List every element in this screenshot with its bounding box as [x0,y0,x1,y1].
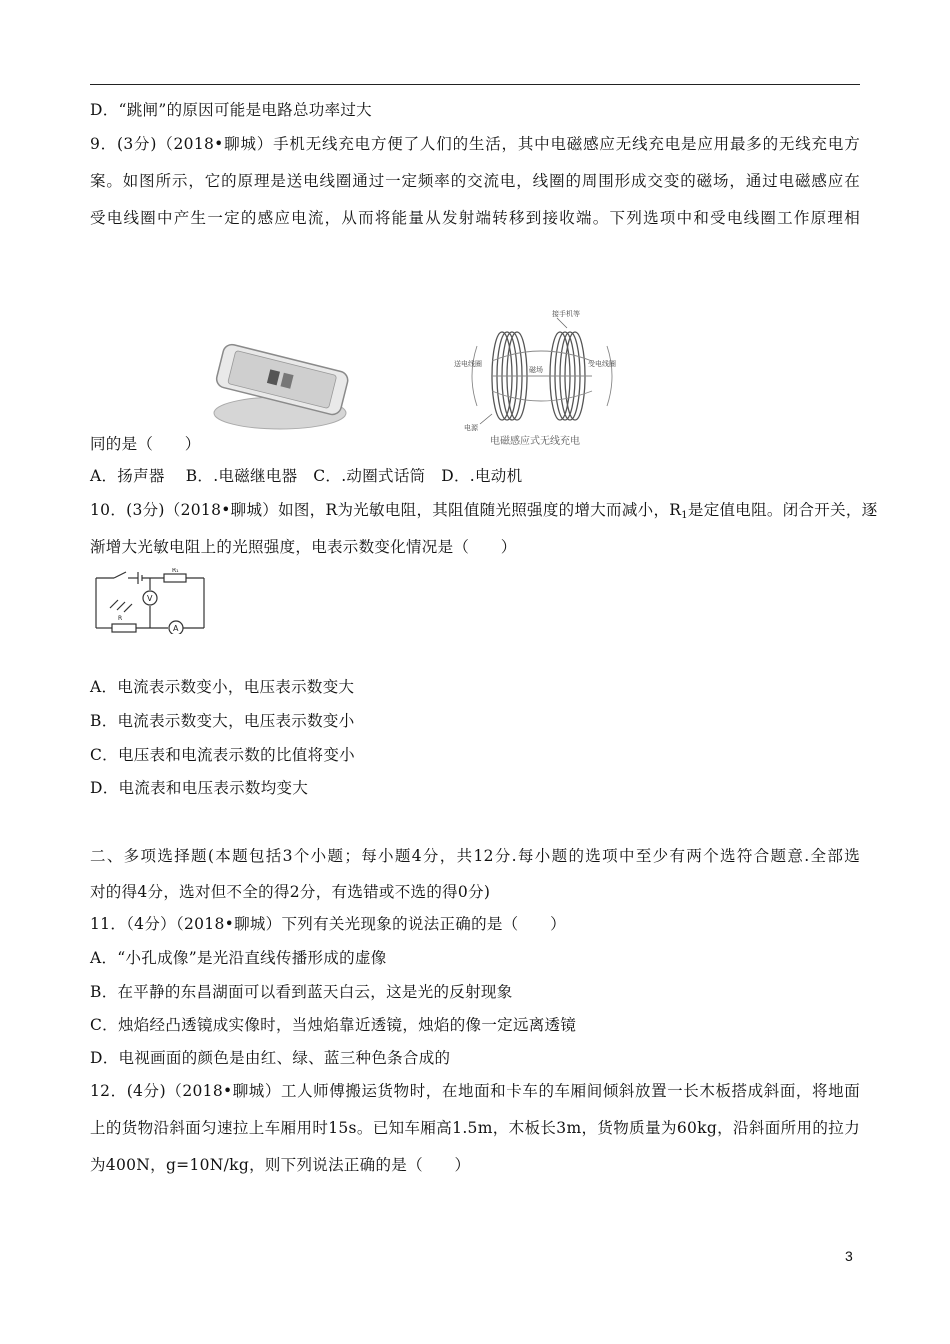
page-number: 3 [845,1248,853,1264]
label-receiving: 受电线圈 [588,360,616,368]
q12-stem-line-1: 12．(4分)（2018•聊城）工人师傅搬运货物时，在地面和卡车的车厢间倾斜放置一长木板搭成斜面，将地面 [90,1082,860,1100]
label-sending: 送电线圈 [454,360,482,368]
q10-stem-line-2: 渐增大光敏电阻上的光照强度，电表示数变化情况是（ ） [90,538,517,556]
q11-option-c: C．烛焰经凸透镜成实像时，当烛焰靠近透镜，烛焰的像一定远离透镜 [90,1016,577,1034]
q10-stem-line-1: 10．(3分)（2018•聊城）如图，R为光敏电阻，其阻值随光照强度的增大而减小，$R_1$是定值电阻。闭合开关，逐 [90,501,878,521]
induction-coil-diagram [452,306,632,448]
q9-stem-line-2: 案。如图所示，它的原理是送电线圈通过一定频率的交流电，线圈的周围形成交变的磁场，通过电磁感应在 [90,172,860,190]
q10-option-a: A．电流表示数变小，电压表示数变大 [90,678,355,696]
q12-stem-line-3: 为400N，g=10N/kg，则下列说法正确的是（ ） [90,1156,471,1174]
q11-option-b: B．在平静的东昌湖面可以看到蓝天白云，这是光的反射现象 [90,983,513,1001]
q8-option-d: D．“跳闸”的原因可能是电路总功率过大 [90,101,372,119]
label-field: 磁场 [529,366,543,374]
ammeter-label: A [173,624,179,633]
section2-heading-line-1: 二、多项选择题(本题包括3个小题；每小题4分，共12分.每小题的选项中至少有两个选符合题意.全部选 [90,847,860,865]
q9-stem-line-1: 9．(3分)（2018•聊城）手机无线充电方便了人们的生活，其中电磁感应无线充电是应用最多的无线充电方 [90,135,860,153]
header-rule [90,84,860,85]
phone-charger-figure [210,335,350,435]
q9-stem-line-3: 受电线圈中产生一定的感应电流，从而将能量从发射端转移到接收端。下列选项中和受电线圈工作原理相 [90,209,860,227]
q11-option-a: A．“小孔成像”是光沿直线传播形成的虚像 [90,949,387,967]
diagram-caption: 电磁感应式无线充电 [490,436,580,447]
label-r1: R₁ [172,568,179,574]
section2-heading-line-2: 对的得4分，选对但不全的得2分，有选错或不选的得0分) [90,883,491,901]
q10-option-d: D．电流表和电压表示数均变大 [90,779,309,797]
q10-option-c: C．电压表和电流表示数的比值将变小 [90,746,355,764]
label-source: 电源 [464,424,478,432]
q11-stem: 11．（4分）（2018•聊城）下列有关光现象的说法正确的是（ ） [90,915,566,933]
circuit-diagram [92,568,210,634]
q12-stem-line-2: 上的货物沿斜面匀速拉上车厢用时15s。已知车厢高1.5m，木板长3m，货物质量为60kg，沿斜面所用的拉力 [90,1119,860,1137]
q9-options: A．扬声器 B．.电磁继电器 C．.动圈式话筒 D．.电动机 [90,467,523,485]
voltmeter-label: V [147,594,153,603]
q11-option-d: D．电视画面的颜色是由红、绿、蓝三种色条合成的 [90,1049,451,1067]
q9-stem-line-4: 同的是（ ） [90,435,201,453]
label-r: R [118,615,123,622]
q10-option-b: B．电流表示数变大，电压表示数变小 [90,712,355,730]
label-top: 接手机等 [552,310,580,318]
